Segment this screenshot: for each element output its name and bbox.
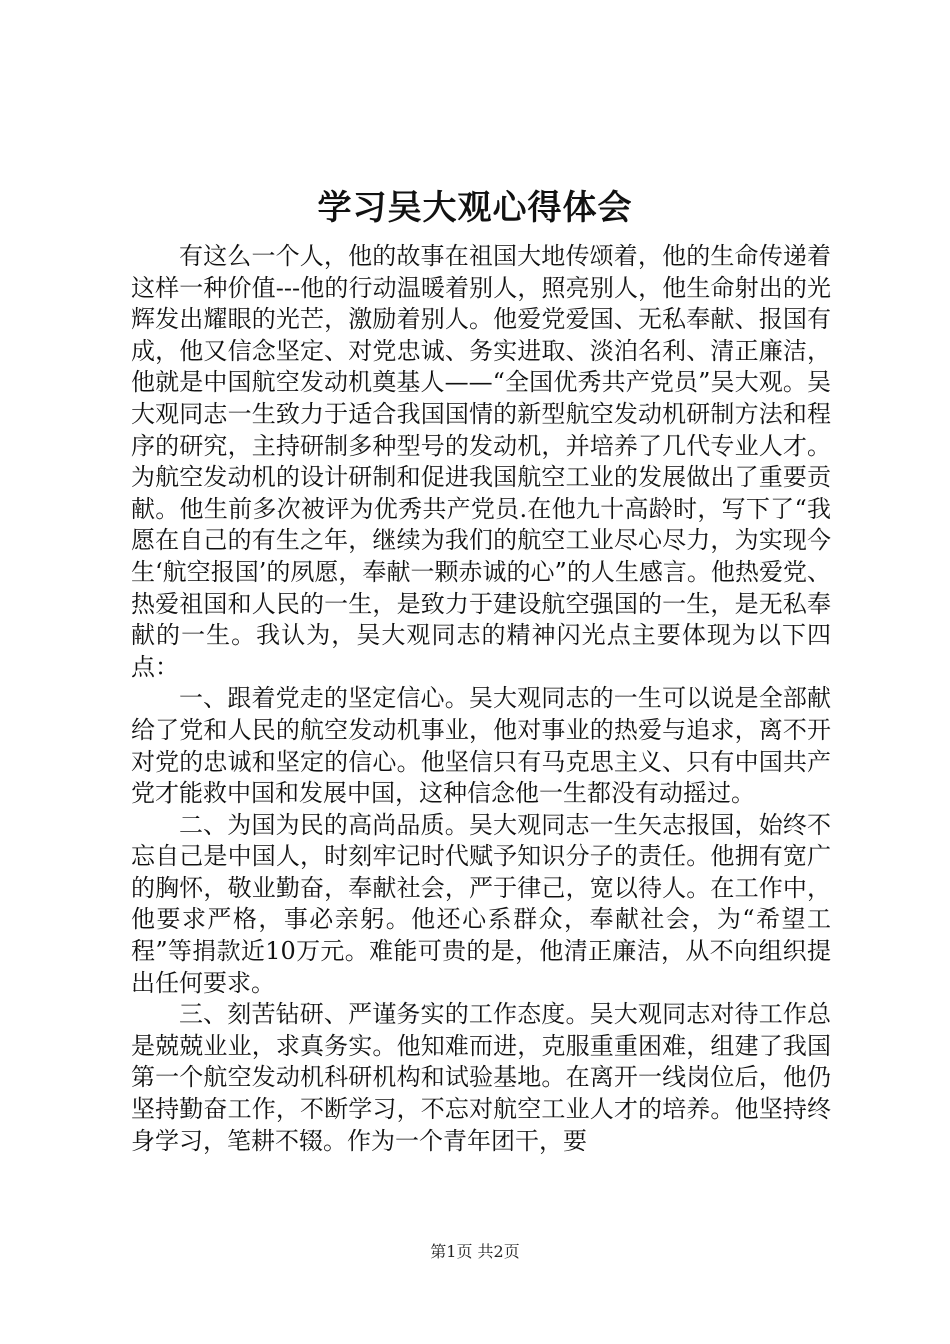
- paragraph-point-two: 二、为国为民的高尚品质。吴大观同志一生矢志报国，始终不忘自己是中国人，时刻牢记时代赋予知识分子的责任。他拥有宽广的胸怀，敬业勤奋，奉献社会，严于律己，宽以待人。在工作中，他要求严格，事必亲躬。他还心系群众，奉献社会，为“希望工程”等捐款近10万元。难能可贵的是，他清正廉洁，从不向组织提出任何要求。: [131, 810, 831, 997]
- paragraph-point-three: 三、刻苦钻研、严谨务实的工作态度。吴大观同志对待工作总是兢兢业业，求真务实。他知难而进，克服重重困难，组建了我国第一个航空发动机科研机构和试验基地。在离开一线岗位后，他仍坚持勤奋工作，不断学习，不忘对航空工业人才的培养。他坚持终身学习，笔耕不辍。作为一个青年团干，要: [131, 1000, 831, 1155]
- document-title: 学习吴大观心得体会: [317, 188, 633, 228]
- document-body: [131, 241, 831, 1157]
- page-number-footer: 第1页 共2页: [430, 1242, 520, 1261]
- paragraph-intro: 有这么一个人，他的故事在祖国大地传颂着，他的生命传递着这样一种价值---他的行动温暖着别人，照亮别人，他生命射出的光辉发出耀眼的光芒，激励着别人。他爱党爱国、无私奉献、报国有成，他又信念坚定、对党忠诚、务实进取、淡泊名利、清正廉洁，他就是中国航空发动机奠基人——“全国优秀共产党员”吴大观。吴大观同志一生致力于适合我国国情的新型航空发动机研制方法和程序的研究，主持研制多种型号的发动机，并培养了几代专业人才。为航空发动机的设计研制和促进我国航空工业的发展做出了重要贡献。他生前多次被评为优秀共产党员.在他九十高龄时，写下了“我愿在自己的有生之年，继续为我们的航空工业尽心尽力，为实现今生‘航空报国’的夙愿，奉献一颗赤诚的心”的人生感言。他热爱党、热爱祖国和人民的一生，是致力于建设航空强国的一生，是无私奉献的一生。我认为，吴大观同志的精神闪光点主要体现为以下四点：: [131, 242, 831, 681]
- paragraph-point-one: 一、跟着党走的坚定信心。吴大观同志的一生可以说是全部献给了党和人民的航空发动机事业，他对事业的热爱与追求，离不开对党的忠诚和坚定的信心。他坚信只有马克思主义、只有中国共产党才能救中国和发展中国，这种信念他一生都没有动摇过。: [131, 684, 831, 808]
